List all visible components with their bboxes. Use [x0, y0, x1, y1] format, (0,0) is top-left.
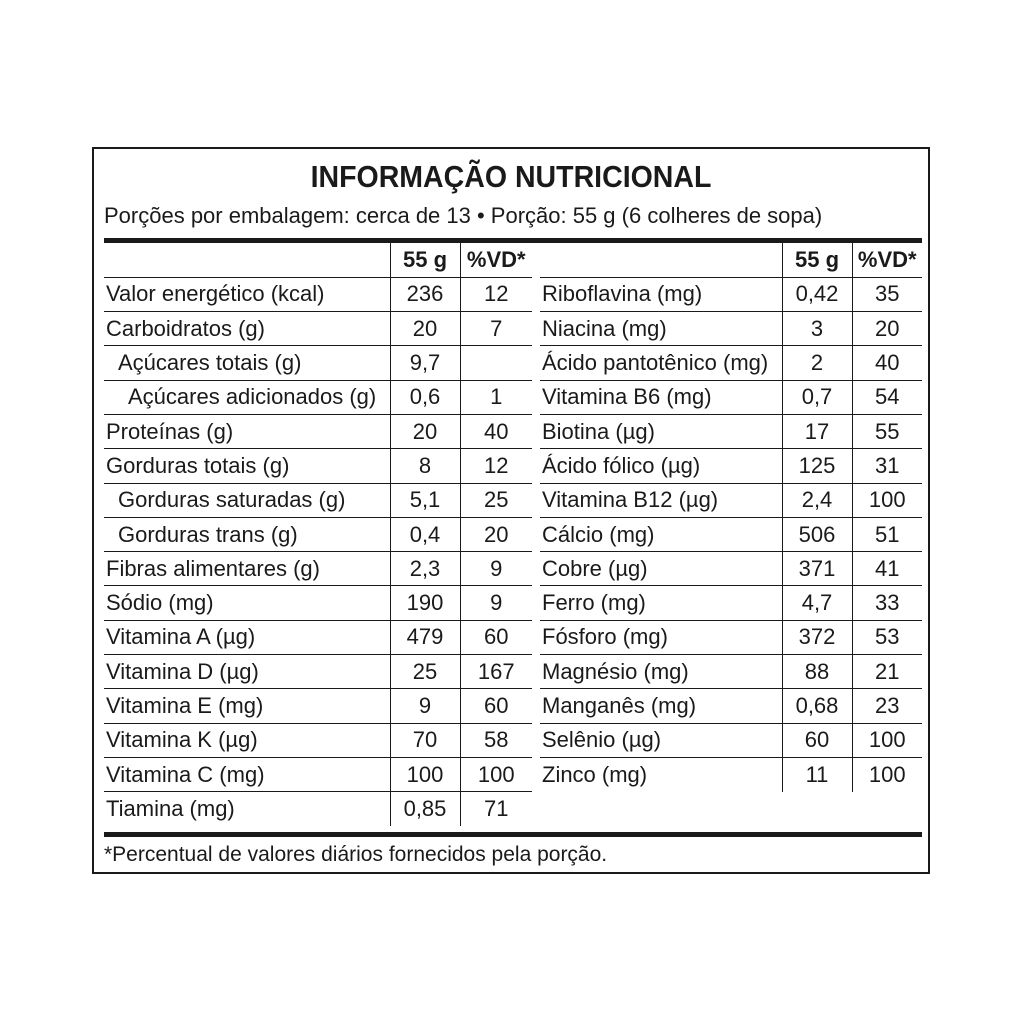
table-row: [104, 655, 532, 689]
portions-info: Porções por embalagem: cerca de 13 • Porção: 55 g (6 colheres de sopa): [104, 203, 823, 228]
nutrient-name: Vitamina D (µg): [104, 655, 390, 689]
nutrient-name: Magnésio (mg): [540, 655, 782, 689]
nutrient-dv: 25: [460, 483, 532, 517]
nutrient-dv: 33: [852, 586, 922, 620]
nutrient-dv: 20: [852, 312, 922, 346]
nutrient-dv: 9: [460, 552, 532, 586]
nutrient-name: Gorduras saturadas (g): [104, 483, 390, 517]
header-blank: [104, 243, 390, 277]
nutrient-amount: 0,85: [390, 792, 460, 826]
nutrient-amount: 2,4: [782, 483, 852, 517]
table-row: [540, 689, 922, 723]
nutrient-dv: 21: [852, 655, 922, 689]
nutrient-amount: 2,3: [390, 552, 460, 586]
nutrient-dv: 53: [852, 620, 922, 654]
nutrient-amount: 479: [390, 620, 460, 654]
nutrient-amount: 0,68: [782, 689, 852, 723]
nutrient-amount: 4,7: [782, 586, 852, 620]
header-amount: 55 g: [390, 243, 460, 277]
nutrient-dv: 100: [852, 723, 922, 757]
table-row: [540, 655, 922, 689]
nutrient-name: Vitamina C (mg): [104, 757, 390, 791]
nutrient-dv: 58: [460, 723, 532, 757]
nutrient-name: Gorduras trans (g): [104, 517, 390, 551]
nutrient-name: Ácido pantotênico (mg): [540, 346, 782, 380]
table-row: [104, 380, 532, 414]
table-row: [540, 757, 922, 791]
nutrient-amount: 5,1: [390, 483, 460, 517]
nutrient-amount: 100: [390, 757, 460, 791]
nutrient-dv: 40: [852, 346, 922, 380]
nutrient-amount: 371: [782, 552, 852, 586]
nutrient-dv: 54: [852, 380, 922, 414]
table-row: [104, 346, 532, 380]
nutrient-name: Sódio (mg): [104, 586, 390, 620]
nutrient-amount: 0,6: [390, 380, 460, 414]
nutrient-name: Ferro (mg): [540, 586, 782, 620]
nutrient-amount: 236: [390, 277, 460, 311]
nutrient-name: Gorduras totais (g): [104, 449, 390, 483]
table-row: [104, 483, 532, 517]
header-dv: %VD*: [852, 243, 922, 277]
nutrient-amount: 17: [782, 414, 852, 448]
nutrient-amount: 3: [782, 312, 852, 346]
nutrient-dv: 20: [460, 517, 532, 551]
nutrient-dv: 71: [460, 792, 532, 826]
table-row: [104, 312, 532, 346]
table-row: [104, 620, 532, 654]
nutrient-amount: 88: [782, 655, 852, 689]
nutrient-amount: 25: [390, 655, 460, 689]
table-row: [540, 620, 922, 654]
table-row: [540, 449, 922, 483]
nutrient-dv: 41: [852, 552, 922, 586]
nutrient-name: Ácido fólico (µg): [540, 449, 782, 483]
table-row: [540, 277, 922, 311]
table-row: [104, 414, 532, 448]
nutrient-dv: 100: [460, 757, 532, 791]
nutrient-amount: 506: [782, 517, 852, 551]
nutrient-dv: 1: [460, 380, 532, 414]
nutrient-dv: 12: [460, 449, 532, 483]
nutrient-amount: 2: [782, 346, 852, 380]
nutrient-dv: 40: [460, 414, 532, 448]
footnote: *Percentual de valores diários fornecidos pela porção.: [104, 843, 608, 866]
nutrient-name: Açúcares totais (g): [104, 346, 390, 380]
table-row: [104, 723, 532, 757]
nutrient-amount: 60: [782, 723, 852, 757]
table-row: [540, 483, 922, 517]
nutrient-name: Carboidratos (g): [104, 312, 390, 346]
table-row: [104, 792, 532, 826]
nutrient-amount: 70: [390, 723, 460, 757]
table-row: [540, 380, 922, 414]
nutrient-name: Cobre (µg): [540, 552, 782, 586]
nutrient-name: Vitamina B12 (µg): [540, 483, 782, 517]
nutrient-amount: 0,42: [782, 277, 852, 311]
nutrient-dv: 60: [460, 620, 532, 654]
table-header-row: [104, 243, 532, 277]
nutrient-name: Açúcares adicionados (g): [104, 380, 390, 414]
nutrient-name: Biotina (µg): [540, 414, 782, 448]
table-row: [104, 277, 532, 311]
nutrient-name: Fibras alimentares (g): [104, 552, 390, 586]
nutrient-dv: 167: [460, 655, 532, 689]
nutrient-name: Cálcio (mg): [540, 517, 782, 551]
table-row: [540, 312, 922, 346]
nutrient-name: Vitamina K (µg): [104, 723, 390, 757]
table-row: [104, 449, 532, 483]
nutrient-amount: 20: [390, 414, 460, 448]
right-nutrient-table: [540, 243, 922, 792]
nutrient-dv: 55: [852, 414, 922, 448]
nutrient-dv: 35: [852, 277, 922, 311]
nutrient-dv: 31: [852, 449, 922, 483]
bottom-divider: [104, 832, 922, 837]
header-blank: [540, 243, 782, 277]
nutrient-name: Valor energético (kcal): [104, 277, 390, 311]
nutrient-amount: 9: [390, 689, 460, 723]
nutrient-dv: 9: [460, 586, 532, 620]
nutrient-name: Selênio (µg): [540, 723, 782, 757]
nutrient-dv: 100: [852, 757, 922, 791]
nutrient-name: Zinco (mg): [542, 761, 648, 787]
nutrient-amount: 125: [782, 449, 852, 483]
nutrient-name: Vitamina A (µg): [104, 620, 390, 654]
nutrient-name: Tiamina (mg): [106, 796, 235, 822]
nutrient-amount: 20: [390, 312, 460, 346]
table-header-row: [540, 243, 922, 277]
nutrient-amount: 8: [390, 449, 460, 483]
nutrient-amount: 11: [782, 757, 852, 791]
nutrient-amount: 0,7: [782, 380, 852, 414]
nutrient-dv: 51: [852, 517, 922, 551]
nutrient-name: Proteínas (g): [104, 414, 390, 448]
panel-title: INFORMAÇÃO NUTRICIONAL: [310, 159, 712, 194]
nutrient-dv: 7: [460, 312, 532, 346]
nutrient-name: Vitamina B6 (mg): [540, 380, 782, 414]
header-dv: %VD*: [460, 243, 532, 277]
left-nutrient-table: [104, 243, 532, 826]
table-row: [104, 586, 532, 620]
nutrition-facts-panel: [92, 147, 930, 874]
nutrient-name: Vitamina E (mg): [104, 689, 390, 723]
nutrient-amount: 9,7: [390, 346, 460, 380]
nutrient-name: Manganês (mg): [540, 689, 782, 723]
nutrient-dv: [460, 346, 532, 380]
nutrient-amount: 372: [782, 620, 852, 654]
table-row: [540, 552, 922, 586]
nutrient-amount: 190: [390, 586, 460, 620]
table-row: [540, 414, 922, 448]
table-row: [540, 586, 922, 620]
nutrient-name: Fósforo (mg): [540, 620, 782, 654]
table-row: [104, 552, 532, 586]
nutrient-dv: 100: [852, 483, 922, 517]
table-row: [104, 689, 532, 723]
table-row: [540, 517, 922, 551]
nutrient-name: Riboflavina (mg): [540, 277, 782, 311]
header-amount: 55 g: [782, 243, 852, 277]
table-row: [540, 346, 922, 380]
nutrient-dv: 12: [460, 277, 532, 311]
nutrient-dv: 23: [852, 689, 922, 723]
table-row: [104, 517, 532, 551]
nutrient-name: Niacina (mg): [540, 312, 782, 346]
table-row: [540, 723, 922, 757]
table-row: [104, 757, 532, 791]
nutrient-dv: 60: [460, 689, 532, 723]
nutrient-amount: 0,4: [390, 517, 460, 551]
